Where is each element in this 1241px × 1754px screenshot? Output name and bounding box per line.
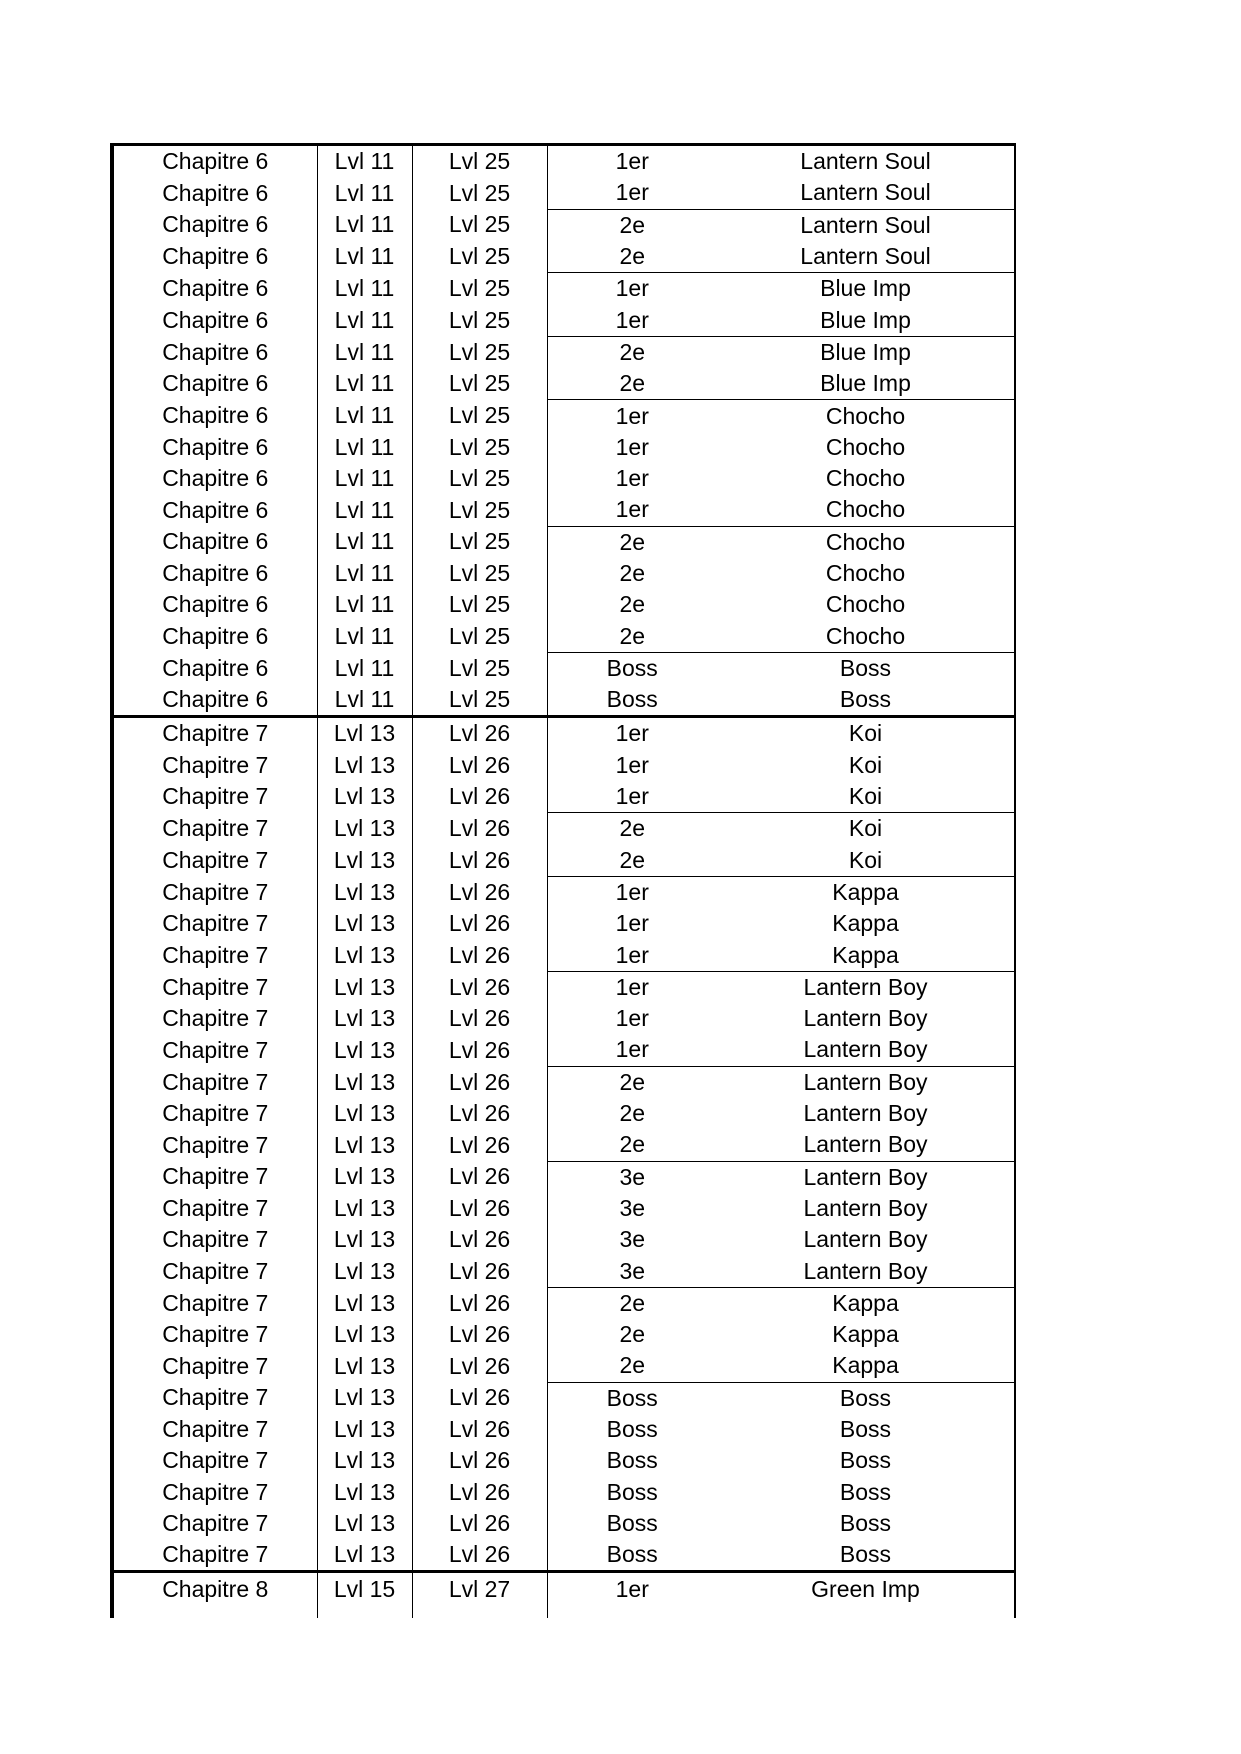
enemy-level-cell: Lvl 26 (412, 813, 547, 845)
position-cell: 2e (547, 526, 717, 558)
enemy-cell: Lantern Boy (803, 1226, 928, 1253)
enemy-cell: Boss (839, 1509, 892, 1536)
enemy-level-cell: Lvl 25 (412, 432, 547, 463)
chapter-cell: Chapitre 6 (112, 368, 317, 400)
enemy-cell: Lantern Soul (800, 148, 931, 175)
character-level-cell: Lvl 11 (317, 463, 412, 494)
table-row (112, 1287, 1015, 1319)
enemy-level-cell: Lvl 26 (412, 1350, 547, 1382)
enemy-level-cell: Lvl 26 (412, 717, 547, 750)
chapter-cell: Chapitre 7 (112, 813, 317, 845)
table-row (112, 494, 1015, 526)
chapter-cell: Chapitre 7 (112, 1382, 317, 1414)
character-level-cell: Lvl 11 (317, 273, 412, 305)
character-level-cell: Lvl 13 (317, 876, 412, 908)
enemy-level-cell: Lvl 25 (412, 684, 547, 717)
enemy-cell: Boss (839, 686, 892, 713)
position-cell: 2e (619, 1100, 646, 1127)
table-row (112, 717, 1015, 750)
character-level-cell: Lvl 11 (317, 368, 412, 400)
table-row (112, 209, 1015, 241)
enemy-level-cell: Lvl 26 (412, 1003, 547, 1034)
character-level-cell: Lvl 13 (317, 908, 412, 939)
position-cell: 1er (615, 751, 649, 778)
position-cell: Boss (547, 1382, 717, 1414)
table-row (112, 400, 1015, 432)
enemy-cell: Lantern Boy (717, 1066, 1015, 1098)
chapter-cell: Chapitre 6 (112, 526, 317, 558)
enemy-cell: Green Imp (717, 1572, 1015, 1605)
enemy-level-cell: Lvl 25 (412, 304, 547, 336)
position-cell: 1er (615, 496, 649, 523)
chapter-cell: Chapitre 7 (112, 1098, 317, 1129)
enemy-cell: Chocho (717, 526, 1015, 558)
enemy-level-cell: Lvl 26 (412, 939, 547, 971)
position-cell: 1er (615, 179, 649, 206)
table-cutoff-row (112, 1605, 1015, 1618)
character-level-cell: Lvl 13 (317, 1445, 412, 1476)
enemy-level-cell: Lvl 26 (412, 1476, 547, 1507)
enemy-cell: Kappa (717, 876, 1015, 908)
position-cell: Boss (606, 1541, 658, 1568)
enemy-level-cell: Lvl 27 (412, 1572, 547, 1605)
character-level-cell: Lvl 13 (317, 1003, 412, 1034)
enemy-level-cell: Lvl 26 (412, 1224, 547, 1255)
chapter-cell: Chapitre 7 (112, 1476, 317, 1507)
position-cell: 2e (619, 622, 646, 649)
table-row (112, 750, 1015, 781)
character-level-cell: Lvl 13 (317, 1224, 412, 1255)
enemy-cell: Chocho (825, 496, 906, 523)
table-row (112, 336, 1015, 368)
position-cell: 1er (547, 400, 717, 432)
character-level-cell: Lvl 13 (317, 1193, 412, 1224)
position-cell: 1er (547, 876, 717, 908)
enemy-level-cell: Lvl 26 (412, 1539, 547, 1572)
chapter-cell: Chapitre 7 (112, 781, 317, 813)
enemy-cell: Lantern Boy (717, 971, 1015, 1003)
table-row (112, 1350, 1015, 1382)
position-cell: 1er (615, 941, 649, 968)
enemy-level-cell: Lvl 25 (412, 463, 547, 494)
enemy-level-cell: Lvl 26 (412, 1098, 547, 1129)
character-level-cell-empty (317, 1605, 412, 1618)
enemy-cell: Lantern Soul (717, 209, 1015, 241)
table-row (112, 1255, 1015, 1287)
table-row (112, 177, 1015, 209)
table-row (112, 845, 1015, 877)
chapter-cell: Chapitre 7 (112, 1508, 317, 1539)
chapter-cell: Chapitre 7 (112, 750, 317, 781)
position-cell: Boss (606, 1478, 658, 1505)
enemy-cell: Koi (848, 846, 883, 873)
table-row (112, 971, 1015, 1003)
chapter-cell: Chapitre 6 (112, 209, 317, 241)
chapter-cell: Chapitre 6 (112, 177, 317, 209)
chapter-cell: Chapitre 6 (112, 463, 317, 494)
enemy-cell: Koi (717, 717, 1015, 750)
position-cell: 1er (615, 783, 649, 810)
enemy-cell: Boss (839, 1478, 892, 1505)
position-cell: Boss (606, 686, 658, 713)
position-cell: 3e (619, 1226, 646, 1253)
enemy-cell: Blue Imp (820, 306, 911, 333)
chapter-cell: Chapitre 7 (112, 876, 317, 908)
chapter-cell: Chapitre 6 (112, 336, 317, 368)
enemy-cell: Lantern Boy (803, 1005, 928, 1032)
enemy-cell: Lantern Boy (803, 1194, 928, 1221)
chapter-cell: Chapitre 6 (112, 620, 317, 652)
character-level-cell: Lvl 15 (317, 1572, 412, 1605)
table-row (112, 432, 1015, 463)
position-cell: Boss (606, 1416, 658, 1443)
character-level-cell: Lvl 13 (317, 1414, 412, 1445)
enemy-cell: Lantern Soul (800, 179, 931, 206)
enemy-level-cell: Lvl 26 (412, 1445, 547, 1476)
table-row (112, 463, 1015, 494)
position-cell: 1er (547, 717, 717, 750)
position-cell: 1er (547, 273, 717, 305)
position-cell: 1er (547, 971, 717, 1003)
chapter-cell: Chapitre 7 (112, 1319, 317, 1350)
character-level-cell: Lvl 13 (317, 1508, 412, 1539)
character-level-cell: Lvl 13 (317, 1066, 412, 1098)
position-cell: 2e (547, 209, 717, 241)
chapter-cell: Chapitre 7 (112, 1255, 317, 1287)
character-level-cell: Lvl 11 (317, 494, 412, 526)
enemy-encounter-table-body (112, 145, 1015, 1618)
enemy-level-cell: Lvl 25 (412, 209, 547, 241)
enemy-level-cell: Lvl 26 (412, 1161, 547, 1193)
chapter-cell: Chapitre 6 (112, 684, 317, 717)
table-row (112, 368, 1015, 400)
position-cell: 1er (615, 910, 649, 937)
enemy-level-cell: Lvl 25 (412, 589, 547, 620)
enemy-level-cell: Lvl 25 (412, 652, 547, 684)
table-row (112, 781, 1015, 813)
chapter-cell: Chapitre 7 (112, 1539, 317, 1572)
position-cell: 1er (615, 148, 649, 175)
table-row (112, 1382, 1015, 1414)
enemy-level-cell: Lvl 26 (412, 1508, 547, 1539)
character-level-cell: Lvl 11 (317, 177, 412, 209)
character-level-cell: Lvl 13 (317, 1161, 412, 1193)
position-cell: 1er (615, 1005, 649, 1032)
enemy-level-cell: Lvl 25 (412, 494, 547, 526)
chapter-cell: Chapitre 7 (112, 971, 317, 1003)
chapter-cell: Chapitre 7 (112, 1350, 317, 1382)
chapter-cell: Chapitre 7 (112, 1414, 317, 1445)
enemy-level-cell: Lvl 26 (412, 781, 547, 813)
table-row (112, 876, 1015, 908)
table-row (112, 1539, 1015, 1572)
position-cell: 3e (619, 1194, 646, 1221)
character-level-cell: Lvl 13 (317, 1476, 412, 1507)
character-level-cell: Lvl 13 (317, 717, 412, 750)
chapter-cell-empty (112, 1605, 317, 1618)
enemy-cell: Boss (839, 1541, 892, 1568)
table-row (112, 526, 1015, 558)
enemy-level-cell: Lvl 25 (412, 241, 547, 273)
table-row (112, 1414, 1015, 1445)
character-level-cell: Lvl 11 (317, 241, 412, 273)
position-cell: 2e (547, 1287, 717, 1319)
chapter-cell: Chapitre 6 (112, 273, 317, 305)
enemy-level-cell: Lvl 26 (412, 1193, 547, 1224)
character-level-cell: Lvl 13 (317, 781, 412, 813)
chapter-cell: Chapitre 7 (112, 845, 317, 877)
character-level-cell: Lvl 11 (317, 209, 412, 241)
table-row (112, 1224, 1015, 1255)
position-cell: Boss (606, 1509, 658, 1536)
enemy-level-cell: Lvl 25 (412, 526, 547, 558)
position-cell: 2e (619, 1321, 646, 1348)
character-level-cell: Lvl 13 (317, 845, 412, 877)
chapter-cell: Chapitre 7 (112, 1066, 317, 1098)
character-level-cell: Lvl 11 (317, 684, 412, 717)
enemy-level-cell: Lvl 25 (412, 558, 547, 589)
enemy-cell: Blue Imp (717, 273, 1015, 305)
enemy-cell: Koi (848, 783, 883, 810)
enemy-cell: Lantern Boy (803, 1036, 928, 1063)
enemy-cell: Chocho (825, 465, 906, 492)
enemy-cell: Chocho (825, 433, 906, 460)
character-level-cell: Lvl 13 (317, 1539, 412, 1572)
chapter-cell: Chapitre 7 (112, 1129, 317, 1161)
enemy-encounter-table (110, 143, 1016, 1618)
table-row (112, 1445, 1015, 1476)
enemy-level-cell: Lvl 26 (412, 876, 547, 908)
enemy-level-cell: Lvl 25 (412, 273, 547, 305)
position-cell: 1er (615, 306, 649, 333)
enemy-level-cell: Lvl 26 (412, 1066, 547, 1098)
character-level-cell: Lvl 13 (317, 750, 412, 781)
character-level-cell: Lvl 13 (317, 1287, 412, 1319)
table-row (112, 304, 1015, 336)
enemy-level-cell-empty (412, 1605, 547, 1618)
chapter-cell: Chapitre 7 (112, 939, 317, 971)
chapter-cell: Chapitre 6 (112, 241, 317, 273)
character-level-cell: Lvl 11 (317, 304, 412, 336)
position-cell: 1er (615, 433, 649, 460)
enemy-level-cell: Lvl 26 (412, 971, 547, 1003)
chapter-cell: Chapitre 6 (112, 400, 317, 432)
table-row (112, 813, 1015, 845)
enemy-level-cell: Lvl 25 (412, 368, 547, 400)
enemy-cell: Lantern Boy (803, 1131, 928, 1158)
chapter-cell: Chapitre 6 (112, 589, 317, 620)
enemy-level-cell: Lvl 26 (412, 1414, 547, 1445)
table-row (112, 620, 1015, 652)
enemy-level-cell: Lvl 26 (412, 1129, 547, 1161)
table-row (112, 241, 1015, 273)
chapter-cell: Chapitre 6 (112, 558, 317, 589)
character-level-cell: Lvl 13 (317, 1382, 412, 1414)
chapter-cell: Chapitre 7 (112, 1287, 317, 1319)
character-level-cell: Lvl 11 (317, 336, 412, 368)
enemy-cell: Kappa (832, 941, 899, 968)
chapter-cell: Chapitre 7 (112, 1161, 317, 1193)
character-level-cell: Lvl 11 (317, 620, 412, 652)
enemy-level-cell: Lvl 26 (412, 1034, 547, 1066)
position-cell: 2e (619, 370, 646, 397)
chapter-cell: Chapitre 7 (112, 1445, 317, 1476)
enemy-cell: Chocho (825, 560, 906, 586)
enemy-level-cell: Lvl 25 (412, 620, 547, 652)
enemy-level-cell: Lvl 26 (412, 1287, 547, 1319)
enemy-cell: Lantern Boy (803, 1257, 928, 1284)
enemy-cell: Kappa (832, 910, 899, 937)
chapter-cell: Chapitre 7 (112, 1034, 317, 1066)
table-row (112, 1129, 1015, 1161)
enemy-cell: Boss (839, 1447, 892, 1474)
enemy-cell: Koi (717, 813, 1015, 845)
enemy-cell: Kappa (717, 1287, 1015, 1319)
table-row (112, 589, 1015, 620)
enemy-cell: Koi (848, 751, 883, 778)
enemy-cell: Blue Imp (717, 336, 1015, 368)
character-level-cell: Lvl 11 (317, 526, 412, 558)
enemy-level-cell: Lvl 25 (412, 336, 547, 368)
position-cell: Boss (606, 1447, 658, 1474)
table-row (112, 908, 1015, 939)
enemy-cell-empty (717, 1605, 1015, 1618)
enemy-cell: Kappa (832, 1352, 899, 1379)
position-cell: 2e (619, 1352, 646, 1379)
enemy-level-cell: Lvl 26 (412, 1382, 547, 1414)
enemy-level-cell: Lvl 26 (412, 1255, 547, 1287)
table-row (112, 684, 1015, 717)
character-level-cell: Lvl 11 (317, 432, 412, 463)
position-cell: 3e (547, 1161, 717, 1193)
position-cell: 2e (547, 1066, 717, 1098)
character-level-cell: Lvl 13 (317, 813, 412, 845)
character-level-cell: Lvl 13 (317, 1350, 412, 1382)
enemy-level-cell: Lvl 26 (412, 1319, 547, 1350)
enemy-cell: Chocho (717, 400, 1015, 432)
chapter-cell: Chapitre 6 (112, 304, 317, 336)
position-cell: 2e (619, 560, 646, 586)
position-cell: 3e (619, 1257, 646, 1284)
enemy-cell: Boss (839, 1416, 892, 1443)
character-level-cell: Lvl 13 (317, 1098, 412, 1129)
character-level-cell: Lvl 11 (317, 145, 412, 178)
position-cell: 2e (619, 243, 646, 270)
enemy-level-cell: Lvl 26 (412, 750, 547, 781)
table-row (112, 1476, 1015, 1507)
position-cell: 2e (619, 1131, 646, 1158)
character-level-cell: Lvl 13 (317, 1319, 412, 1350)
character-level-cell: Lvl 11 (317, 400, 412, 432)
character-level-cell: Lvl 11 (317, 589, 412, 620)
enemy-cell: Boss (717, 1382, 1015, 1414)
table-row (112, 558, 1015, 589)
enemy-level-cell: Lvl 25 (412, 400, 547, 432)
chapter-cell: Chapitre 7 (112, 908, 317, 939)
enemy-level-cell: Lvl 25 (412, 177, 547, 209)
table-row (112, 1508, 1015, 1539)
chapter-cell: Chapitre 7 (112, 1003, 317, 1034)
table-row (112, 939, 1015, 971)
character-level-cell: Lvl 13 (317, 971, 412, 1003)
table-row (112, 1098, 1015, 1129)
character-level-cell: Lvl 13 (317, 1255, 412, 1287)
character-level-cell: Lvl 11 (317, 558, 412, 589)
position-cell: 2e (547, 336, 717, 368)
character-level-cell: Lvl 13 (317, 939, 412, 971)
position-cell: 2e (619, 846, 646, 873)
enemy-cell: Lantern Boy (717, 1161, 1015, 1193)
chapter-cell: Chapitre 8 (112, 1572, 317, 1605)
table-row (112, 273, 1015, 305)
chapter-cell: Chapitre 7 (112, 1224, 317, 1255)
chapter-cell: Chapitre 6 (112, 432, 317, 463)
position-cell: 2e (547, 813, 717, 845)
enemy-cell: Chocho (825, 622, 906, 649)
enemy-level-cell: Lvl 25 (412, 145, 547, 178)
position-cell-empty (547, 1605, 717, 1618)
table-row (112, 652, 1015, 684)
table-row (112, 1193, 1015, 1224)
enemy-cell: Lantern Soul (800, 243, 931, 270)
enemy-cell: Boss (717, 652, 1015, 684)
enemy-cell: Blue Imp (820, 370, 911, 397)
enemy-cell: Kappa (832, 1321, 899, 1348)
table-row (112, 1161, 1015, 1193)
character-level-cell: Lvl 13 (317, 1129, 412, 1161)
table-row (112, 145, 1015, 178)
position-cell: 1er (615, 1036, 649, 1063)
enemy-level-cell: Lvl 26 (412, 908, 547, 939)
chapter-cell: Chapitre 7 (112, 1193, 317, 1224)
position-cell: 2e (619, 591, 646, 618)
character-level-cell: Lvl 11 (317, 652, 412, 684)
enemy-cell: Lantern Boy (803, 1100, 928, 1127)
table-row (112, 1319, 1015, 1350)
table-row (112, 1572, 1015, 1605)
table-row (112, 1066, 1015, 1098)
enemy-cell: Chocho (825, 591, 906, 618)
chapter-cell: Chapitre 6 (112, 494, 317, 526)
character-level-cell: Lvl 13 (317, 1034, 412, 1066)
table-row (112, 1034, 1015, 1066)
enemy-level-cell: Lvl 26 (412, 845, 547, 877)
chapter-cell: Chapitre 7 (112, 717, 317, 750)
chapter-cell: Chapitre 6 (112, 145, 317, 178)
chapter-cell: Chapitre 6 (112, 652, 317, 684)
position-cell: 1er (547, 1572, 717, 1605)
position-cell: Boss (547, 652, 717, 684)
position-cell: 1er (615, 465, 649, 492)
table-row (112, 1003, 1015, 1034)
